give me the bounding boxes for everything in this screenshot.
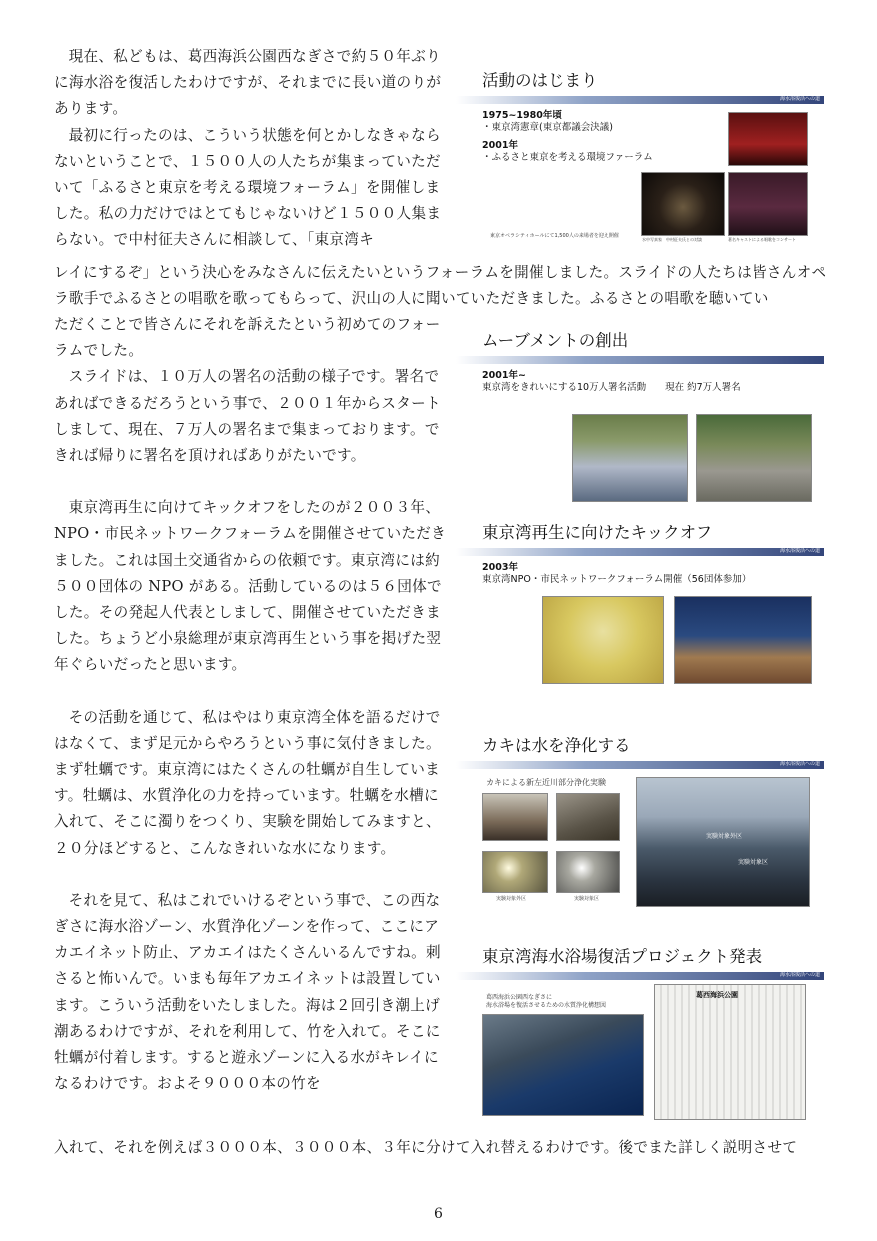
slide-text: 東京湾NPO・市民ネットワークフォーラム開催（56団体参加） (482, 574, 752, 585)
slide-text: 海水浴場を復活させるための水質浄化構想図 (486, 1002, 607, 1009)
paragraph: 最初に行ったのは、こういう状態を何とかしなきゃならないということで、１５００人の人たちが集まっていただいて「ふるさと東京を考える環境フォーラム」を開催しました。私の力だけではとてもじゃないけど１５００人集まらない。で中村征夫さんに相談して、「東京湾キ (54, 126, 442, 249)
talk-photo (641, 172, 725, 236)
panel-forum-photo (674, 596, 812, 684)
concert-hall-photo (728, 112, 808, 166)
signature-event-photo (696, 414, 812, 502)
slide-title: カキは水を浄化する (482, 736, 631, 755)
slide-year: 2001年~ (482, 370, 526, 381)
body-text-column-1 (54, 44, 448, 254)
oyster-closeup-photo (556, 793, 620, 841)
slide-bar-label: 海水浴復活への道 (779, 972, 820, 978)
slide-title: 活動のはじまり (482, 71, 598, 90)
paragraph: レイにするぞ」という決心をみなさんに伝えたいというフォーラムを開催しました。スライドの人たちは皆さんオペラ歌手でふるさとの唱歌を歌ってもらって、沢山の人に聞いていただきました。ふるさとの唱歌を聴いてい (54, 264, 827, 308)
slide-text: 葛西海浜公園西なぎさに (486, 994, 553, 1001)
slide-text: カキによる新左近川部分浄化実験 (486, 778, 606, 787)
photo-caption: 実験対象区 (574, 896, 600, 902)
photo-caption: 著名キャストによる唱歌をコンサート (728, 237, 796, 242)
body-text-column-2 (54, 312, 448, 1097)
slide-title: 東京湾海水浴場復活プロジェクト発表 (482, 947, 763, 966)
page-number: 6 (434, 1206, 443, 1222)
photo-caption: 実験対象区 (738, 859, 769, 866)
slide-bar-label: 海水浴復活への道 (779, 761, 820, 767)
slide-beach-project (456, 946, 824, 1122)
slide-year: 1975~1980年頃 (482, 110, 562, 121)
slide-text: ・東京湾憲章(東京都議会決議) (482, 122, 613, 133)
river-photo (636, 777, 810, 907)
photo-caption: 実験対象外区 (496, 896, 527, 902)
tank-photo (482, 851, 548, 893)
slide-bar-label: 海水浴復活への道 (779, 548, 820, 554)
slide-header-bar (456, 972, 824, 980)
photo-caption: 東京オペラシティホールにて1,500人の来場者を迎え開催 (490, 233, 619, 239)
paragraph: 入れて、それを例えば３０００本、３０００本、３年に分けて入れ替えるわけです。後でまた詳しく説明させて (54, 1139, 798, 1156)
slide-text: ・ふるさと東京を考える環境ファーラム (482, 152, 653, 163)
slide-title: 東京湾再生に向けたキックオフ (482, 523, 713, 542)
slide-year: 2001年 (482, 140, 518, 151)
aerial-map-photo (482, 1014, 644, 1116)
slide-title: ムーブメントの創出 (482, 331, 629, 350)
slide-kickoff (456, 522, 824, 698)
body-text-full-width-1 (54, 260, 829, 312)
slide-header-bar (456, 761, 824, 769)
slide-activity-start (456, 70, 824, 246)
slide-movement (456, 330, 824, 506)
slide-year: 2003年 (482, 562, 518, 573)
newspaper-headline: 葛西海浜公園 (696, 991, 738, 999)
signature-booth-photo (572, 414, 688, 502)
slide-text: 東京湾をきれいにする10万人署名活動 現在 約7万人署名 (482, 382, 741, 393)
slide-bar-label: 海水浴復活への道 (779, 96, 820, 102)
body-text-full-width-2 (54, 1135, 829, 1161)
oyster-photo (482, 793, 548, 841)
photo-caption: 実験対象外区 (706, 833, 743, 840)
slide-header-bar (456, 356, 824, 364)
tank-photo (556, 851, 620, 893)
slide-header-bar (456, 548, 824, 556)
paragraph: その活動を通じて、私はやはり東京湾全体を語るだけではなくて、まず足元からやろうという事に気付きました。まず牡蠣です。東京湾にはたくさんの牡蠣が自生しています。牡蠣は、水質浄化の力を持っています。牡蠣を水槽に入れて、そこに濁りをつくり、実験を開始してみますと、２０分ほどすると、こんなきれいな水になります。 (54, 708, 441, 857)
podium-photo (542, 596, 664, 684)
paragraph: スライドは、１０万人の署名の活動の様子です。署名であればできるだろうという事で、２００１年からスタートしまして、現在、７万人の署名まで集まっております。できれば帰りに署名を頂ければありがたいです。 (54, 368, 441, 465)
paragraph: 東京湾再生に向けてキックオフをしたのが２００３年、NPO・市民ネットワークフォーラムを開催させていただきました。これは国土交通省からの依頼です。東京湾には約５００団体の NPO がある。活動しているのは５６団体でした。その発起人代表としまして、開催させていただきました。ちょうど小泉総理が東京湾再生という事を掲げた翌年ぐらいだったと思います。 (54, 499, 447, 674)
newspaper-clipping (654, 984, 806, 1120)
slide-header-bar (456, 96, 824, 104)
photo-caption: 水中写真家 中村征夫氏との対談 (642, 237, 702, 242)
paragraph: ただくことで皆さんにそれを訴えたという初めてのフォーラムでした。 (54, 316, 441, 360)
choir-photo (728, 172, 808, 236)
paragraph: それを見て、私はこれでいけるぞという事で、この西なぎさに海水浴ゾーン、水質浄化ゾーンを作って、ここにアカエイネット防止、アカエイはたくさんいるんですね。刺さると怖いんで。いまも毎年アカエイネットは設置しています。こういう活動をいたしました。海は２回引き潮上げ潮あるわけですが、それを利用して、竹を入れて。そこに牡蠣が付着します。すると遊永ゾーンに入る水がキレイになるわけです。およそ９０００本の竹を (54, 891, 441, 1093)
slide-oysters (456, 735, 824, 911)
paragraph: 現在、私どもは、葛西海浜公園西なぎさで約５０年ぶりに海水浴を復活したわけですが、それまでに長い道のりがあります。 (54, 48, 442, 118)
